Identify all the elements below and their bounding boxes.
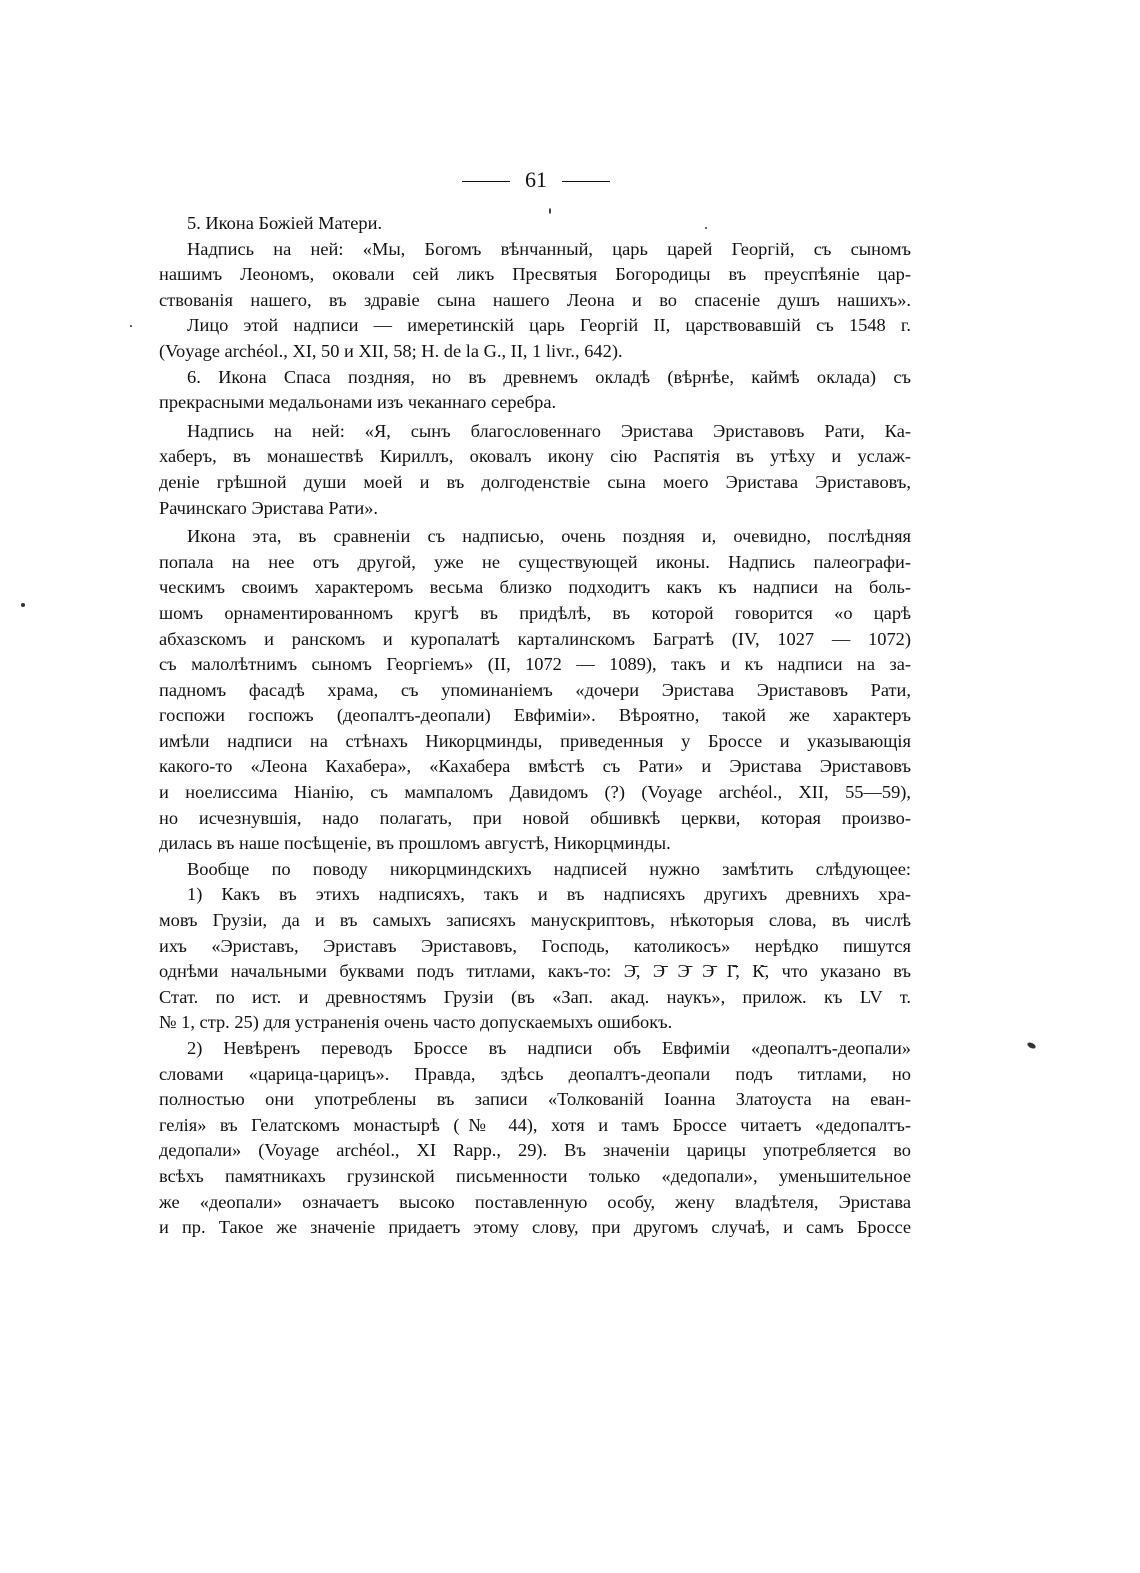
scan-speck [130, 325, 132, 327]
text-line: дилась въ наше посѣщеніе, въ прошломъ августѣ, Никорцминды. [159, 833, 671, 854]
text-line: 1) Какъ въ этихъ надписяхъ, такъ и въ надписяхъ другихъ древнихъ хра- [187, 884, 911, 905]
text-line: Надпись на ней: «Мы, Богомъ вѣнчанный, царь царей Георгій, съ сыномъ [187, 238, 911, 259]
text-line: хаберъ, въ монашествѣ Кириллъ, оковалъ икону сію Распятія въ утѣху и услаж- [159, 446, 911, 467]
scan-speck [21, 603, 25, 607]
header-rule-right [562, 181, 610, 182]
text-line: 5. Икона Божіей Матери. [187, 213, 383, 233]
text-line: имѣли надписи на стѣнахъ Никорцминды, приведенныя у Броссе и указывающія [159, 730, 911, 751]
scan-speck [705, 227, 707, 229]
text-line: падномъ фасадѣ храма, съ упоминаніемъ «дочери Эристава Эриставовъ Рати, [159, 679, 911, 700]
text-line: госпожи госпожъ (деопалтъ-деопали) Евфиміи». Вѣроятно, такой же характеръ [159, 705, 911, 726]
body-text [159, 211, 911, 1241]
scan-speck [549, 208, 551, 214]
text-line: Рачинскаго Эристава Рати». [159, 497, 378, 518]
text-line: дедопали» (Voyage archéol., XI Rapp., 29). Въ значеніи царицы употребляется во [159, 1140, 911, 1161]
header-rule-left [462, 181, 510, 182]
text-line: ствованія нашего, въ здравіе сына нашего Леона и во спасеніе душъ нашихъ». [159, 289, 911, 310]
text-line: нашимъ Леономъ, оковали сей ликъ Пресвятыя Богородицы въ преуспѣяніе цар- [159, 264, 911, 285]
text-line: Лицо этой надписи — имеретинскій царь Георгій II, царствовавшій съ 1548 г. [187, 315, 911, 336]
text-line: шомъ орнаментированномъ кругѣ въ придѣлѣ, въ которой говорится «о царѣ [159, 602, 911, 623]
text-line: 2) Невѣренъ переводъ Броссе въ надписи объ Евфиміи «деопалтъ-деопали» [187, 1038, 911, 1058]
text-line: какого-то «Леона Кахабера», «Кахабера вмѣстѣ съ Рати» и Эристава Эриставовъ [159, 756, 911, 777]
text-line: прекрасными медальонами изъ чеканнаго серебра. [159, 392, 557, 413]
text-line: же «деопали» означаетъ высоко поставленную особу, жену владѣтеля, Эристава [159, 1191, 911, 1212]
text-line: и пр. Такое же значеніе придаетъ этому слову, при другомъ случаѣ, и самъ Броссе [159, 1217, 911, 1238]
text-line: Стат. по ист. и древностямъ Грузіи (въ «Зап. акад. наукъ», прилож. къ LV т. [159, 986, 911, 1007]
text-line: словами «царица-царицъ». Правда, здѣсь деопалтъ-деопали подъ титлами, но [159, 1063, 911, 1084]
text-line: но исчезнувшія, надо полагать, при новой обшивкѣ церкви, которая произво- [159, 807, 911, 828]
scan-speck [1026, 1041, 1036, 1050]
page-number: 61 [525, 167, 547, 192]
text-line: ческимъ своимъ характеромъ весьма близко подходитъ какъ къ надписи на боль- [159, 577, 911, 598]
text-line: съ малолѣтнимъ сыномъ Георгіемъ» (II, 1072 — 1089), такъ и къ надписи на за- [159, 654, 911, 675]
text-line: абхазскомъ и ранскомъ и куропалатѣ карталинскомъ Багратѣ (IV, 1027 — 1072) [159, 628, 911, 649]
text-line: (Voyage archéol., XI, 50 и XII, 58; H. de la G., II, 1 livr., 642). [159, 340, 623, 361]
text-line: и ноелиссима Ніанію, съ мампаломъ Давидомъ (?) (Voyage archéol., XII, 55—59), [159, 782, 911, 803]
text-line: 6. Икона Спаса поздняя, но въ древнемъ окладѣ (вѣрнѣе, каймѣ оклада) съ [187, 366, 911, 387]
text-line: № 1, стр. 25) для устраненія очень часто допускаемыхъ ошибокъ. [159, 1012, 673, 1033]
text-line: Надпись на ней: «Я, сынъ благословеннаго Эристава Эриставовъ Рати, Ка- [187, 420, 911, 441]
text-line: деніе грѣшной души моей и въ долгоденствіе сына моего Эристава Эриставовъ, [159, 471, 911, 492]
text-line: гелія» въ Гелатскомъ монастырѣ (№ 44), хотя и тамъ Броссе читаетъ «дедопалтъ- [159, 1114, 911, 1135]
text-line: всѣхъ памятникахъ грузинской письменности только «дедопали», уменьшительное [159, 1165, 911, 1186]
page-header [0, 165, 1140, 195]
text-line: ихъ «Эриставъ, Эриставъ Эриставовъ, Господь, католикосъ» нерѣдко пишутся [159, 935, 911, 956]
text-line: Икона эта, въ сравненіи съ надписью, очень поздняя и, очевидно, послѣдняя [187, 526, 911, 547]
text-line: однѣми начальными буквами подъ титлами, какъ-то: Э̄, Э̄ Э̄ Э̄ Г̄, К̄, что указано въ [159, 961, 911, 982]
text-line: полностью они употреблены въ записи «Толкованій Іоанна Златоуста на еван- [159, 1089, 911, 1110]
text-line: попала на нее отъ другой, уже не существующей иконы. Надпись палеографи- [159, 551, 911, 572]
text-line: Вообще по поводу никорцминдскихъ надписей нужно замѣтить слѣдующее: [187, 858, 911, 879]
text-line: мовъ Грузіи, да и въ самыхъ записяхъ манускриптовъ, нѣкоторыя слова, въ числѣ [159, 910, 911, 931]
